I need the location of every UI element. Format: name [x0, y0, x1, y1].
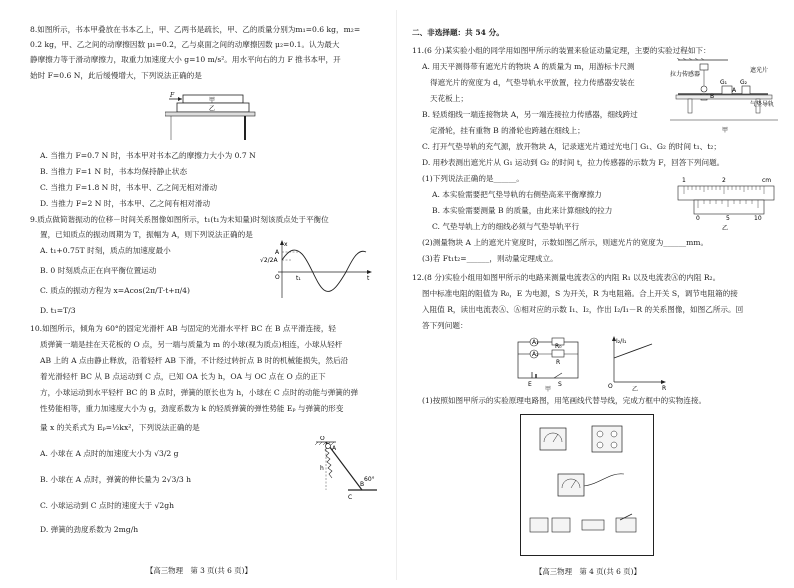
amplitude-fraction-label: √2/2A — [260, 257, 278, 264]
label-s: S — [558, 381, 562, 388]
q10-line: 10.如图所示，倾角为 60°的固定光滑杆 AB 与固定的光滑水平杆 BC 在 B 点平滑连接，轻 — [30, 324, 337, 333]
graph-axis-ratio: I₂/I₁ — [616, 338, 627, 345]
caliper-label-cm: cm — [762, 177, 772, 184]
t1-label: t₁ — [296, 275, 301, 282]
q10-line: 性势能相等，重力加速度大小为 g，劲度系数为 k 的轻质弹簧的弹性势能 Eₚ 与弹簧的形变 — [40, 404, 344, 413]
q11-line: A. 用天平测得带有遮光片的物块 A 的质量为 m，用游标卡尺测 — [422, 62, 635, 71]
q11-line: (1)下列说法正确的是______。 — [422, 174, 524, 183]
q9-displacement-time-graph — [260, 238, 375, 304]
q8-line: 0.2 kg，甲、乙之间的动摩擦因数 μ₁=0.2，乙与桌面之间的动摩擦因数 μ₂=0.1。认为最大 — [30, 40, 340, 50]
origin-label: O — [275, 274, 280, 281]
label-a2: A₂ — [532, 351, 539, 358]
q12-line: 入阻值 R，读出电流表Ⓐ、Ⓐ相对应的示数 I₁、I₂，作出 I₂/I₁－R 的关系图像，如图乙所示。回 — [422, 305, 744, 314]
label-O: O — [320, 436, 325, 442]
q10-option-a[interactable]: A. 小球在 A 点时的加速度大小为 √3/2 g — [40, 449, 179, 458]
label-a1: A₁ — [532, 339, 539, 346]
label-angle: 60° — [364, 476, 375, 483]
page-divider — [396, 10, 397, 580]
left-page-footer: 【高三物理 第 3 页(共 6 页)】 — [146, 566, 252, 575]
label-g1: G₁ — [720, 79, 728, 86]
label-jia: 甲 — [209, 97, 216, 104]
q10-rod-spring-figure — [302, 436, 382, 504]
graph-origin: O — [608, 383, 613, 390]
label-A: A — [332, 445, 337, 452]
q11-line: 11.(6 分)某实验小组的同学用如图甲所示的装置来验证动量定理，主要的实验过程如下： — [412, 46, 711, 55]
amplitude-label: A — [275, 249, 280, 256]
q12-line: (1)按照如图甲所示的实验原理电路图，用笔画线代替导线，完成方框中的实物连接。 — [422, 396, 707, 405]
q12-circuit-diagram — [510, 336, 590, 390]
label-h: h — [320, 465, 324, 472]
q11-option-a[interactable]: A. 本实验需要把气垫导轨的右侧垫高来平衡摩擦力 — [432, 190, 602, 199]
q11-line: 定滑轮，挂有重物 B 的滑轮也跨越在细线上； — [430, 126, 585, 135]
q11-line: D. 用秒表测出遮光片从 G₁ 运动到 G₂ 的时间 t，拉力传感器的示数为 F，回答下列问题。 — [422, 158, 725, 167]
q11-option-b[interactable]: B. 本实验需要测量 B 的质量，由此来计算细线的拉力 — [432, 206, 613, 215]
graph-caption-yi: 乙 — [632, 386, 639, 393]
q10-line: AB 上的 A 点由静止释放，沿着轻杆 AB 下滑，不计经过转折点 B 时的机械能损失，然后沿 — [40, 356, 349, 365]
label-e: E — [528, 381, 532, 388]
axis-x-label: x — [284, 241, 288, 248]
label-b: B — [710, 93, 715, 100]
q10-option-c[interactable]: C. 小球运动到 C 点时的速度大于 √2gh — [40, 501, 174, 510]
circuit-caption-jia: 甲 — [545, 386, 552, 393]
q12-line: 图中标准电阻的阻值为 R₀，E 为电源，S 为开关，R 为电阻箱。合上开关 S，调节电阻箱的接 — [422, 289, 738, 298]
caliper-label-yi: 乙 — [722, 225, 729, 232]
q12-line: 答下列问题： — [422, 321, 468, 330]
q11-line: C. 打开气垫导轨的充气源，放开物块 A，记录遮光片通过光电门 G₁、G₂ 的时间 t₁、t₂； — [422, 142, 721, 151]
q12-ratio-graph — [600, 334, 670, 390]
label-jia: 甲 — [722, 127, 729, 134]
q8-option-c[interactable]: C. 当推力 F=1.8 N 时，书本甲、乙之间无相对滑动 — [40, 183, 218, 192]
right-page-footer: 【高三物理 第 4 页(共 6 页)】 — [535, 567, 641, 576]
label-C: C — [348, 494, 353, 501]
q9-line: 置，已知质点的振动周期为 T，振幅为 A，则下列说法正确的是 — [40, 230, 253, 239]
caliper-label-10: 10 — [754, 215, 762, 222]
label-F: F — [170, 92, 175, 99]
caliper-label-1: 1 — [682, 177, 686, 184]
q9-option-b[interactable]: B. 0 时刻质点正在向平衡位置运动 — [40, 266, 157, 275]
q9-option-c[interactable]: C. 质点的振动方程为 x=Acos(2π/T·t+π/4) — [40, 286, 190, 295]
q9-option-a[interactable]: A. t₁+0.75T 时刻，质点的加速度最小 — [40, 246, 171, 255]
q11-air-track-figure — [668, 58, 780, 140]
caliper-label-5: 5 — [726, 215, 730, 222]
label-r: R — [556, 359, 561, 366]
label-sensor: 拉力传感器 — [670, 71, 701, 78]
q10-line: 着光滑轻杆 BC 从 B 点运动到 C 点，已知 OA 长为 h，OA 与 OC 点在 O 点的正下 — [40, 372, 326, 381]
q11-vernier-caliper-figure — [676, 172, 776, 234]
q12-line: 12.(8 分)实验小组用如图甲所示的电路来测量电流表Ⓐ的内阻 R₁ 以及电流表Ⓐ的内阻 R₂。 — [412, 273, 721, 282]
label-B: B — [360, 481, 365, 488]
q8-books-figure — [165, 92, 260, 142]
q11-option-c[interactable]: C. 气垫导轨上方的细线必须与气垫导轨平行 — [432, 222, 580, 231]
wiring-apparatus-drawing — [520, 414, 652, 554]
q8-option-a[interactable]: A. 当推力 F=0.7 N 时，书本甲对书本乙的摩擦力大小为 0.7 N — [40, 151, 256, 160]
left-page — [30, 22, 388, 83]
q11-line: B. 轻质细线一端连接物块 A，另一端连接拉力传感器，细线跨过 — [422, 110, 638, 119]
caliper-label-2: 2 — [722, 177, 726, 184]
label-g2: G₂ — [740, 79, 748, 86]
sine-curve — [282, 250, 366, 291]
q10-line: 方，小球运动到水平轻杆 BC 的 B 点时，弹簧的原长也为 h，小球在 C 点时的动能与弹簧的弹 — [40, 388, 359, 397]
label-a: A — [732, 87, 737, 94]
section-heading: 二、非选择题：共 54 分。 — [412, 28, 504, 37]
label-rail: 气垫导轨 — [750, 101, 775, 108]
label-yi: 乙 — [209, 105, 216, 113]
q10-option-b[interactable]: B. 小球在 A 点时，弹簧的伸长量为 2√3/3 h — [40, 475, 192, 484]
q9-option-d[interactable]: D. t₁=T/3 — [40, 306, 76, 315]
q8-line: 静摩擦力等于滑动摩擦力，取重力加速度大小 g=10 m/s²。用水平向右的力 F 推书本甲，开 — [30, 55, 341, 65]
q9-line: 9.质点做简谐振动的位移－时间关系图像如图所示，t₁(t₁为未知量)时刻该质点处于平衡位 — [30, 215, 329, 224]
q11-line: (2)测量物块 A 上的遮光片宽度时，示数如图乙所示，则遮光片的宽度为______mm。 — [422, 238, 709, 247]
q8-line: 始时 F=0.6 N，此后缓慢增大，下列说法正确的是 — [30, 70, 202, 80]
q8-option-d[interactable]: D. 当推力 F=2 N 时，书本甲、乙之间有相对滑动 — [40, 199, 211, 208]
label-shade: 遮光片 — [750, 67, 769, 74]
q8-option-b[interactable]: B. 当推力 F=1 N 时，书本均保持静止状态 — [40, 167, 188, 176]
q11-line: (3)若 Ft₁t₂=______，则动量定理成立。 — [422, 254, 558, 263]
q11-line: 天花板上； — [430, 94, 468, 103]
caliper-label-0: 0 — [696, 215, 700, 222]
q10-option-d[interactable]: D. 弹簧的劲度系数为 2mg/h — [40, 525, 139, 534]
q10-line: 质弹簧一端是挂在天花板的 O 点，另一端与质量为 m 的小球(视为质点)相连，小球从轻杆 — [40, 340, 343, 349]
label-r0: R₀ — [555, 343, 562, 350]
graph-axis-r: R — [662, 385, 667, 390]
q10-line: 量 x 的关系式为 Eₚ=½kx²，下列说法正确的是 — [40, 423, 200, 432]
desk — [165, 112, 255, 116]
axis-t-label: t — [367, 275, 370, 282]
q11-line: 得遮光片的宽度为 d，气垫导轨水平放置，拉力传感器安装在 — [430, 78, 635, 87]
q8-line: 8.如图所示，书本甲叠放在书本乙上，甲、乙两书是疏长，甲、乙的质量分别为m₁=0.6 kg，m₂= — [30, 25, 361, 34]
